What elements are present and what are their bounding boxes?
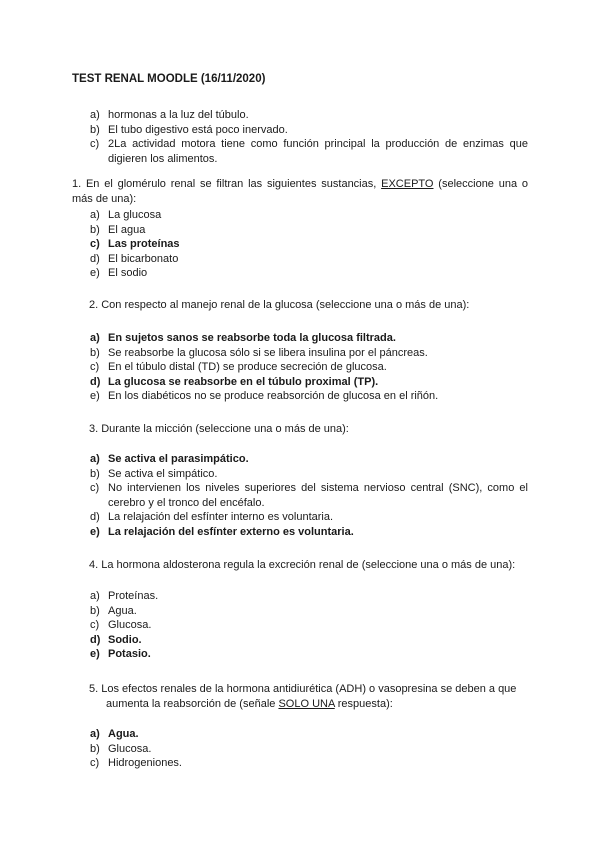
intro-options [72, 108, 528, 166]
q1-option-e: e) El sodio [90, 267, 148, 279]
q4-option-c: c) Glucosa. [90, 619, 152, 631]
question-1-options [72, 208, 528, 281]
intro-option-b: b) El tubo digestivo está poco inervado. [90, 123, 288, 136]
question-3: 3. Durante la micción (seleccione una o más de una): [89, 423, 349, 435]
question-2: 2. Con respecto al manejo renal de la glucosa (seleccione una o más de una): [89, 299, 470, 311]
question-4: 4. La hormona aldosterona regula la excreción renal de (seleccione una o más de una): [89, 559, 516, 571]
q1-option-b: b) El agua [90, 223, 146, 236]
q4-option-d: d) Sodio. [90, 633, 142, 646]
q2-option-e: e) En los diabéticos no se produce reabsorción de glucosa en el riñón. [90, 390, 439, 402]
q4-option-e: e) Potasio. [90, 648, 151, 660]
question-1: 1. En el glomérulo renal se filtran las siguientes sustancias, EXCEPTO (seleccione una o más de una): [72, 178, 528, 205]
question-2-options [72, 331, 528, 404]
q2-option-d: d) La glucosa se reabsorbe en el túbulo proximal (TP). [90, 375, 379, 388]
q3-option-d: d) La relajación del esfínter interno es voluntaria. [90, 511, 334, 523]
intro-option-c: c) 2La actividad motora tiene como función principal la producción de enzimas que digieren los alimentos. [90, 138, 528, 165]
q1-option-a: a) La glucosa [90, 209, 162, 221]
page-title: TEST RENAL MOODLE (16/11/2020) [72, 73, 266, 85]
q5-option-a: a) Agua. [90, 728, 139, 740]
q2-option-a: a) En sujetos sanos se reabsorbe toda la glucosa filtrada. [90, 332, 396, 344]
question-3-options [72, 452, 528, 539]
underlined-except: EXCEPTO [381, 178, 434, 190]
q1-option-c: c) Las proteínas [90, 238, 180, 250]
q2-option-b: b) Se reabsorbe la glucosa sólo si se libera insulina por el páncreas. [90, 346, 428, 359]
q1-option-d: d) El bicarbonato [90, 252, 179, 265]
q4-option-a: a) Proteínas. [90, 590, 159, 602]
q3-option-c: c) No intervienen los niveles superiores del sistema nervioso central (SNC), como el cerebro y el tronco del encéfalo. [90, 482, 528, 509]
q5-option-c: c) Hidrogeniones. [90, 757, 182, 769]
q4-option-b: b) Agua. [90, 604, 137, 617]
q3-option-e: e) La relajación del esfínter externo es voluntaria. [90, 525, 354, 538]
question-5: 5. Los efectos renales de la hormona antidiurética (ADH) o vasopresina se deben a que aumenta la reabsorción de (señale SOLO UNA respuesta): [89, 683, 517, 710]
intro-option-a: a) hormonas a la luz del túbulo. [90, 109, 249, 121]
question-5-options [72, 727, 528, 771]
q5-option-b: b) Glucosa. [90, 742, 152, 755]
question-4-options [72, 589, 528, 662]
q3-option-b: b) Se activa el simpático. [90, 467, 218, 480]
q2-option-c: c) En el túbulo distal (TD) se produce secreción de glucosa. [90, 361, 387, 373]
underlined-solo-una: SOLO UNA [278, 697, 335, 710]
q3-option-a: a) Se activa el parasimpático. [90, 453, 249, 465]
